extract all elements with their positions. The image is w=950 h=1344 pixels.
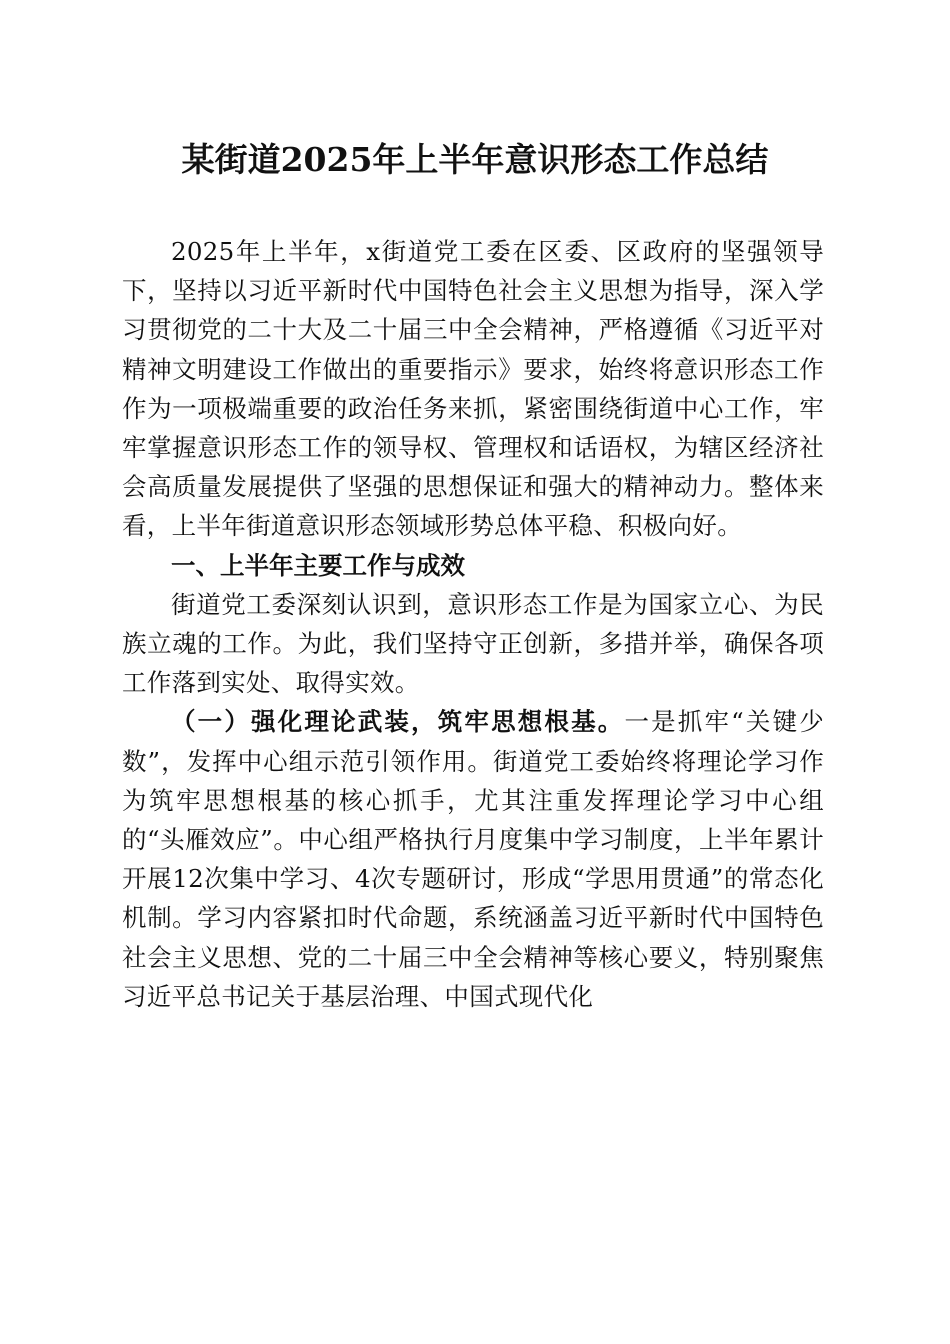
intro-paragraph: 2025年上半年，x街道党工委在区委、区政府的坚强领导下，坚持以习近平新时代中国特色社会主义思想为指导，深入学习贯彻党的二十大及二十届三中全会精神，严格遵循《习近平对精神文明建设工作做出的重要指示》要求，始终将意识形态工作作为一项极端重要的政治任务来抓，紧密围绕街道中心工作，牢牢掌握意识形态工作的领导权、管理权和话语权，为辖区经济社会高质量发展提供了坚强的思想保证和强大的精神动力。整体来看，上半年街道意识形态领域形势总体平稳、积极向好。 (122, 237, 824, 541)
subsection-paragraph (122, 702, 824, 1016)
subsection-body: 一是抓牢“关键少数”，发挥中心组示范引领作用。街道党工委始终将理论学习作为筑牢思想根基的核心抓手，尤其注重发挥理论学习中心组的“头雁效应”。中心组严格执行月度集中学习制度，上半年累计开展12次集中学习、4次专题研讨，形成“学思用贯通”的常态化机制。学习内容紧扣时代命题，系统涵盖习近平新时代中国特色社会主义思想、党的二十届三中全会精神等核心要义，特别聚焦习近平总书记关于基层治理、中国式现代化 (122, 707, 824, 1011)
document-body (122, 232, 824, 1016)
section-heading: 一、上半年主要工作与成效 (171, 550, 465, 580)
subsection-lead: （一）强化理论武装，筑牢思想根基。 (171, 707, 625, 737)
section-intro-paragraph: 街道党工委深刻认识到，意识形态工作是为国家立心、为民族立魂的工作。为此，我们坚持守正创新，多措并举，确保各项工作落到实处、取得实效。 (122, 589, 824, 698)
document-title: 某街道2025年上半年意识形态工作总结 (181, 140, 769, 179)
